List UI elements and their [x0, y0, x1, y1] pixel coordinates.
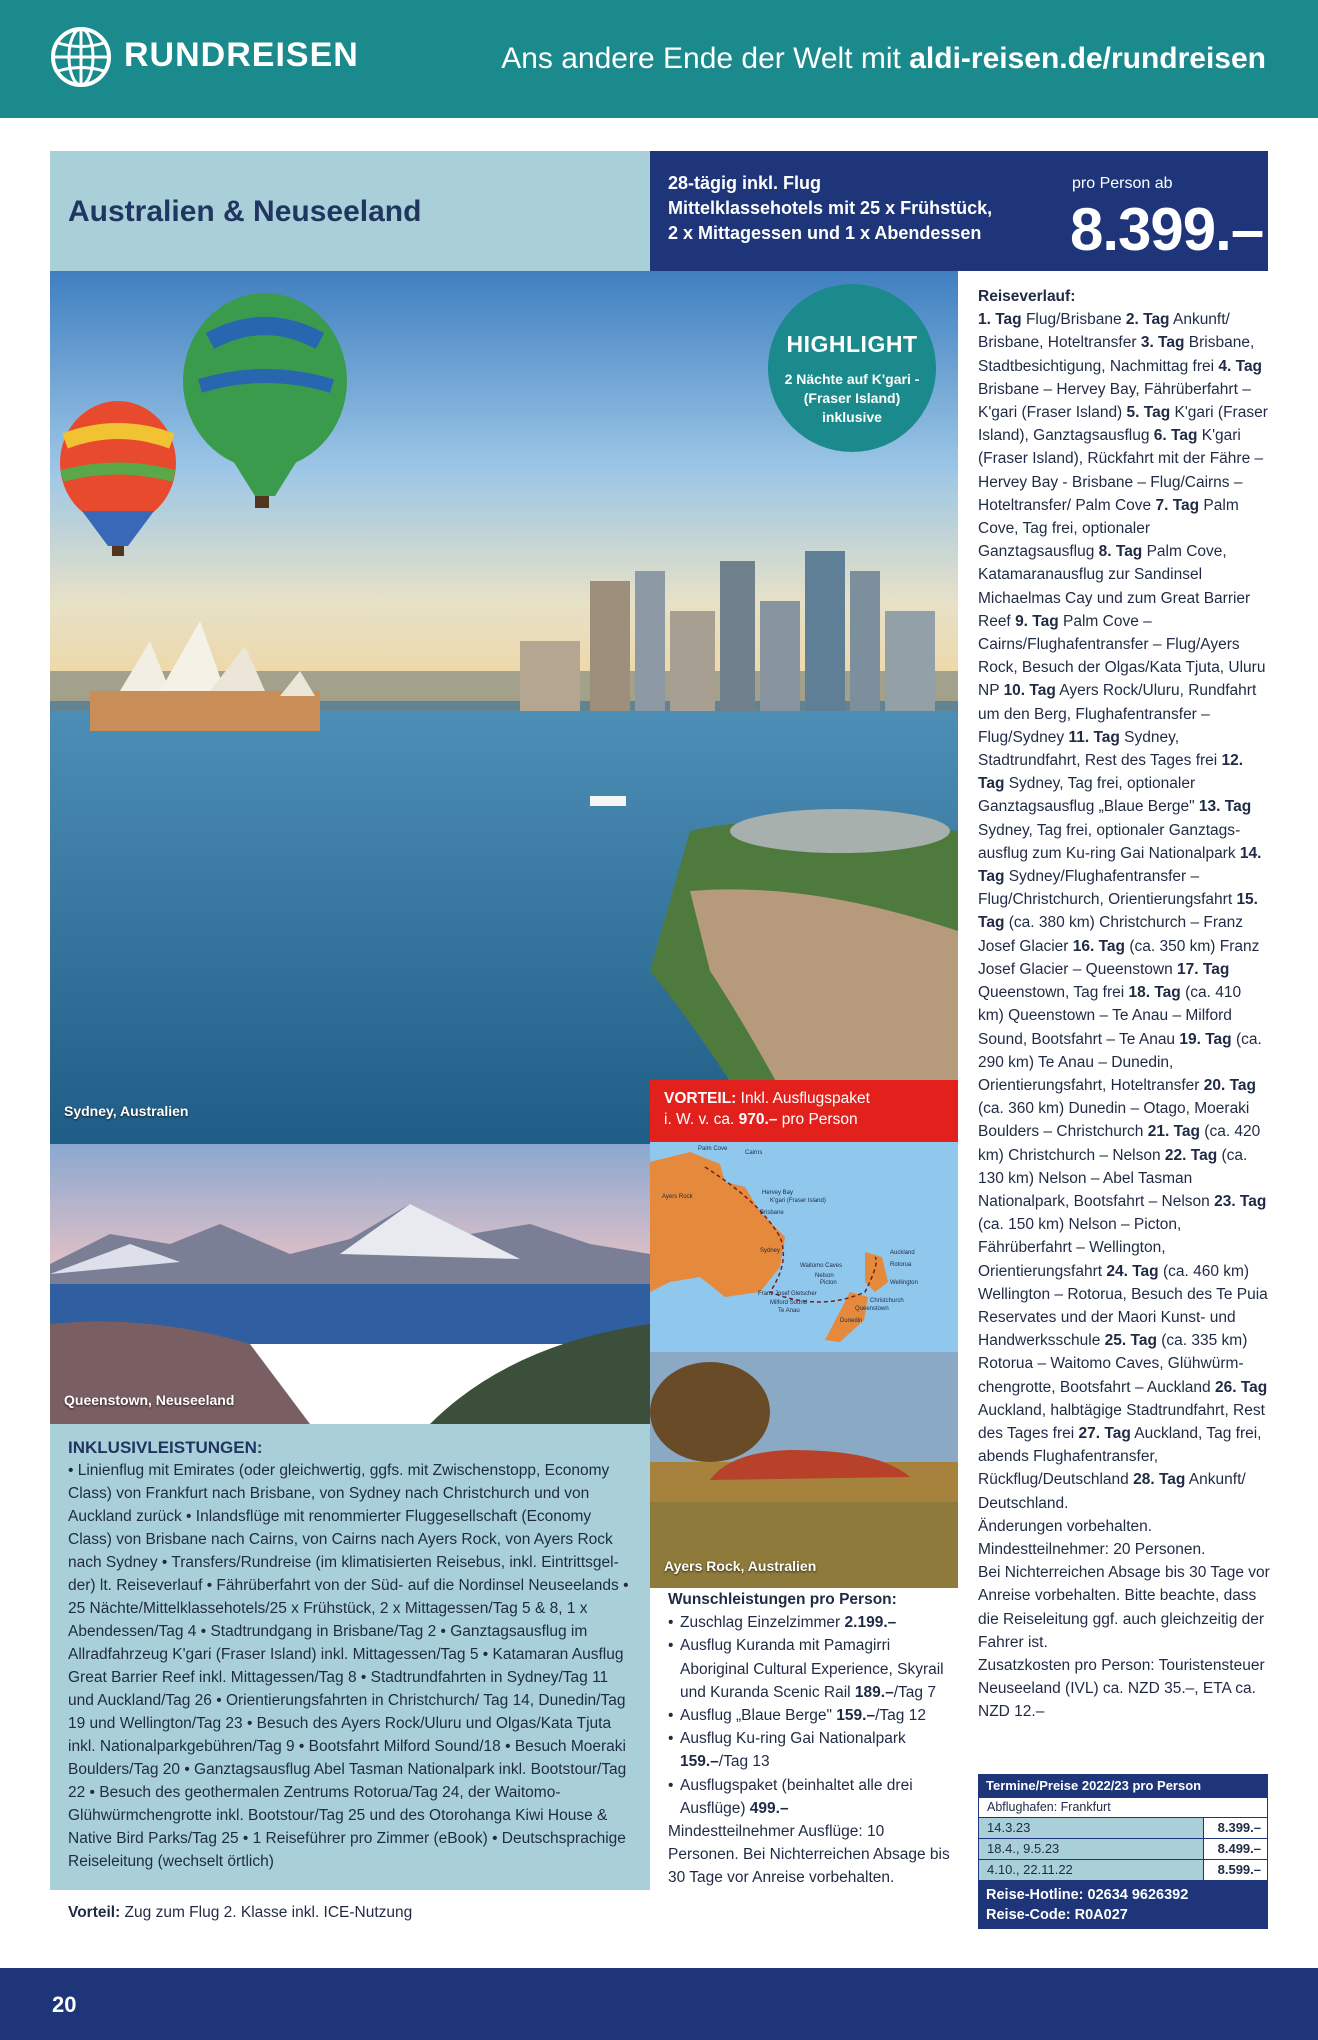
price-row — [978, 1818, 1268, 1839]
optional-item: • Zuschlag Einzelzimmer 2.199.– — [668, 1611, 958, 1634]
itinerary-day-text: (ca. 290 km) Te Anau – Dunedin, Orientierungsfahrt, Hoteltransfer — [978, 1030, 1262, 1094]
included-text: • Linienflug mit Emirates (oder gleichwertig, ggfs. mit Zwischenstopp, Economy Class) von Frankfurt nach Brisbane, von Sydney nach Christchurch und von Auckland zurück • Inlandsflüge mit renommierter Fluggesellschaft (Economy Class) von Brisbane nach Cairns, von Cairns nach Ayers Rock, von Ayers Rock nach Sydney • Transfers/Rundreise (im klimatisierten Reisebus, inkl. Eintrittsgelder) lt. Reiseverlauf • Fährüberfahrt von der Süd- auf die Nordinsel Neuseelands • 25 Nächte/Mittelklassehotels/25 x Frühstück, 2 x Mittagessen/Tag 5 & 8, 1 x Abendessen/Tag 4 • Stadtrundgang in Brisbane/Tag 2 • Ganztagsausflug im Allradfahrzeug K'gari (Fraser Island) inkl. Mittagessen/Tag 5 • Katamaran Ausflug Great Barrier Reef inkl. Mittagessen/Tag 8 • Stadtrundfahrten in Sydney/Tag 11 und Auckland/Tag 26 • Orientierungsfahrten in Christchurch/ Tag 14, Dunedin/Tag 19 und Wellington/Tag 23 • Besuch des Ayers Rock/Uluru und Olgas/Kata Tjuta inkl. Nationalparkgebühren/Tag 9 • Bootsfahrt Milford Sound/18 • Besuch Moeraki Boulders/Tag 20 • Ganztagsausflug Abel Tasman Nationalpark inkl. Bootstour/Tag 22 • Besuch des geothermalen Zentrums Rotorua/Tag 24, der Waitomo-Glühwürmchengrotte inkl. Bootstour/Tag 25 und des Otorohanga Kiwi House & Native Bird Parks/Tag 25 • 1 Reiseführer pro Zimmer (eBook) • Deutschsprachige Reiseleitung (wechselt örtlich) — [68, 1462, 629, 1870]
itinerary-day-text: Ayers Rock/Uluru, Rundfahrt um den Berg, Flughafentransfer – Flug/Sydney — [978, 682, 1257, 746]
optional-item: • Ausflug Kuranda mit Pamagirri Aboriginal Cultural Experience, Skyrail und Kuranda Scenic Rail 189.–/Tag 7 — [668, 1634, 958, 1704]
itinerary-day-text: (ca. 410 km) Queenstown – Te Anau – Milford Sound, Bootsfahrt – Te Anau — [978, 984, 1242, 1048]
itinerary-day-text: Auckland, Tag frei, abends Flughafentransfer, Rückflug/Deutschland — [978, 1424, 1262, 1489]
map-label: Waitomo Caves — [800, 1263, 843, 1269]
highlight-text: 2 Nächte auf K'gari - (Fraser Island) inklusive — [784, 371, 920, 425]
itinerary-day-label: 17. Tag — [1177, 960, 1230, 978]
vorteil-banner: VORTEIL: Inkl. Ausflugspaket i. W. v. ca. 970.– pro Person — [650, 1080, 958, 1142]
map-label: Picton — [820, 1280, 837, 1286]
highlight-title: HIGHLIGHT — [786, 331, 918, 357]
included-title: INKLUSIVLEISTUNGEN: — [68, 1438, 263, 1457]
page-number: 20 — [52, 1992, 77, 2017]
itinerary-day-label: 15. Tag — [978, 891, 1258, 932]
map-label: Auckland — [890, 1250, 915, 1256]
itinerary-day-text: Auckland, halbtägige Stadtrundfahrt, Rest des Tages frei — [978, 1401, 1265, 1442]
itinerary-day-text: Palm Cove, Tag frei, optionaler Ganztagsausflug — [978, 496, 1239, 561]
queenstown-lake-image — [50, 1144, 650, 1424]
trip-info-line: Mittelklassehotels mit 25 x Frühstück, — [668, 198, 993, 218]
price-label: pro Person ab — [1072, 175, 1173, 192]
itinerary-day-label: 8. Tag — [1098, 543, 1143, 561]
itinerary-day-label: 10. Tag — [1003, 682, 1056, 700]
photo-caption: Sydney, Australien — [64, 1103, 189, 1119]
itinerary-day-text: K'gari (Fraser Island), Rückfahrt mit der Fähre – Hervey Bay - Brisbane – Flug/Cairns – Hoteltransfer/ Palm Cove — [978, 427, 1264, 514]
map-label: Queenstown — [855, 1306, 889, 1312]
price-row — [978, 1839, 1268, 1860]
itinerary-day-text: (ca. 360 km) Dunedin – Otago, Moeraki Boulders – Christchurch — [978, 1100, 1250, 1141]
itinerary-day-text: (ca. 335 km) Rotorua – Waitomo Caves, Glühwürmchengrotte, Bootsfahrt – Auckland — [978, 1332, 1248, 1396]
optional-item: • Ausflug „Blaue Berge" 159.–/Tag 12 — [668, 1704, 958, 1727]
itinerary-day-label: 1. Tag — [978, 311, 1022, 329]
map-label: Franz Josef Gletscher — [758, 1291, 817, 1297]
itinerary-day-label: 28. Tag — [1133, 1471, 1186, 1489]
departure-airport: Abflughafen: Frankfurt — [978, 1798, 1268, 1818]
map-label: Christchurch — [870, 1298, 904, 1304]
itinerary-day-text: Sydney, Tag frei, optionaler Ganztagsausflug „Blaue Berge" — [978, 775, 1199, 816]
route-map — [650, 1142, 958, 1352]
price-value: 8.399.– — [1070, 196, 1264, 263]
itinerary-day-text: (ca. 150 km) Nelson – Picton, Fährüberfahrt – Wellington, Orientierungsfahrt — [978, 1216, 1182, 1280]
optional-item-price: 2.199.– — [844, 1614, 897, 1632]
map-label: Hervey Bay — [762, 1190, 794, 1196]
price-row-price: 8.599.– — [1203, 1860, 1267, 1880]
ayers-rock-photo — [650, 1352, 958, 1588]
photo-caption: Queenstown, Neuseeland — [64, 1392, 235, 1408]
itinerary-day-text: Sydney/Flughafentransfer – Flug/Christchurch, Orientierungsfahrt — [978, 868, 1237, 909]
page-footer — [0, 1968, 1318, 2040]
title-bar — [50, 151, 650, 271]
optional-note: Mindestteilnehmer Ausflüge: 10 Personen. Bei Nichterreichen Absage bis 30 Tage vor Anreise vorbehalten. — [668, 1823, 950, 1887]
map-label: Nelson — [815, 1273, 834, 1279]
page-header — [0, 0, 1318, 118]
itinerary-day-label: 25. Tag — [1104, 1332, 1157, 1350]
optional-item-price: 159.– — [680, 1753, 719, 1771]
itinerary-note: Änderungen vorbehalten. — [978, 1517, 1153, 1535]
optional-list — [668, 1611, 958, 1820]
price-row — [978, 1860, 1268, 1881]
itinerary-day-text: Brisbane, Stadtbesichtigung, Nachmittag frei — [978, 334, 1255, 375]
price-row-price: 8.499.– — [1203, 1839, 1267, 1859]
header-tagline: Ans andere Ende der Welt mit aldi-reisen.de/rundreisen — [501, 42, 1266, 75]
itinerary-day-label: 5. Tag — [1126, 404, 1171, 422]
price-table — [978, 1774, 1268, 1929]
optional-item-price: 159.– — [836, 1707, 876, 1725]
website-link[interactable]: aldi-reisen.de/rundreisen — [909, 42, 1266, 75]
itinerary-day-label: 22. Tag — [1164, 1146, 1218, 1164]
map-label: Te Anau — [778, 1308, 800, 1314]
itinerary-day-text: Brisbane – Hervey Bay, Fährüberfahrt – K'gari (Fraser Island) — [978, 380, 1251, 422]
vorteil-note: Vorteil: Zug zum Flug 2. Klasse inkl. ICE-Nutzung — [68, 1904, 413, 1921]
brand-name: RUNDREISEN — [124, 36, 359, 74]
optional-item-price: 499.– — [749, 1799, 789, 1817]
map-label: Ayers Rock — [662, 1194, 693, 1200]
price-row-dates: 18.4., 9.5.23 — [979, 1839, 1203, 1859]
map-label: Palm Cove — [698, 1146, 728, 1152]
optional-item: • Ausflugspaket (beinhaltet alle drei Ausflüge) 499.– — [668, 1774, 958, 1820]
trip-info-line: 28-tägig inkl. Flug — [668, 173, 822, 193]
itinerary-day-label: 16. Tag — [1072, 937, 1126, 955]
itinerary-day-text: Queenstown, Tag frei — [978, 984, 1129, 1002]
itinerary-note: Bei Nichterreichen Absage bis 30 Tage vor Anreise vorbehalten. Bitte beachte, dass die Reiseleitung ggf. auch gleichzeitig der Fahrer ist. — [978, 1564, 1270, 1651]
itinerary-day-label: 18. Tag — [1128, 984, 1181, 1002]
itinerary-day-label: 6. Tag — [1153, 427, 1198, 445]
price-row-dates: 14.3.23 — [979, 1818, 1203, 1838]
itinerary-day-label: 7. Tag — [1155, 496, 1200, 514]
itinerary-day-label: 23. Tag — [1214, 1192, 1267, 1210]
map-label: Sydney — [760, 1248, 781, 1254]
optional-item-price: 189.– — [854, 1683, 894, 1701]
itinerary-day-label: 20. Tag — [1203, 1076, 1256, 1094]
optional-title: Wunschleistungen pro Person: — [668, 1591, 897, 1608]
travel-code: Reise-Code: R0A027 — [986, 1907, 1128, 1923]
itinerary-day-text: (ca. 420 km) Christchurch – Nelson — [978, 1123, 1261, 1164]
itinerary-day-text: K'gari (Fraser Island), Ganztagsausflug — [978, 404, 1268, 445]
itinerary-note: Mindestteilnehmer: 20 Personen. — [978, 1540, 1206, 1558]
map-label: K'gari (Fraser Island) — [770, 1198, 826, 1204]
trip-info-line: 2 x Mittagessen und 1 x Abendessen — [668, 223, 982, 243]
itinerary-day-text: (ca. 130 km) Nelson – Abel Tasman Nationalpark, Bootsfahrt – Nelson — [978, 1146, 1248, 1210]
itinerary-day-text: (ca. 460 km) Wellington – Rotorua, Besuch des Te Puia Reservates und der Maori Kunst- und Handwerksschule — [978, 1262, 1268, 1350]
itinerary-day-text: (ca. 380 km) Christchurch – Franz Josef Glacier — [978, 914, 1244, 955]
itinerary-day-label: 26. Tag — [1214, 1378, 1268, 1396]
itinerary — [978, 285, 1270, 1724]
itinerary-title: Reiseverlauf: — [978, 288, 1076, 305]
itinerary-day-text: Sydney, Stadtrundfahrt, Rest des Tages frei — [978, 728, 1222, 770]
globe-icon — [50, 26, 112, 88]
included-services — [50, 1424, 650, 1890]
map-label: Cairns — [745, 1150, 763, 1156]
itinerary-day-text: Flug/Brisbane — [1021, 311, 1126, 329]
highlight-badge — [768, 284, 936, 452]
itinerary-day-label: 19. Tag — [1179, 1030, 1232, 1048]
itinerary-day-label: 4. Tag — [1218, 357, 1263, 375]
itinerary-day-label: 3. Tag — [1140, 334, 1185, 352]
itinerary-day-text: Ankunft/ Brisbane, Hoteltransfer — [978, 311, 1230, 352]
itinerary-notes — [978, 1515, 1270, 1724]
itinerary-day-text: Ankunft/ Deutschland. — [978, 1471, 1246, 1512]
itinerary-day-label: 13. Tag — [1198, 798, 1252, 816]
booking-info — [978, 1881, 1268, 1929]
itinerary-day-label: 24. Tag — [1106, 1262, 1159, 1280]
itinerary-note: Zusatzkosten pro Person: Touristensteuer Neuseeland (IVL) ca. NZD 35.–, ETA ca. NZD 12.– — [978, 1656, 1265, 1721]
itinerary-day-text: Sydney, Tag frei, optionaler Ganztagsausflug zum Ku-ring Gai Nationalpark — [978, 821, 1241, 862]
hotline[interactable]: Reise-Hotline: 02634 9626392 — [986, 1887, 1189, 1903]
optional-item: • Ausflug Ku-ring Gai Nationalpark 159.–/Tag 13 — [668, 1727, 958, 1773]
price-row-dates: 4.10., 22.11.22 — [979, 1860, 1203, 1880]
itinerary-day-label: 27. Tag — [1078, 1424, 1131, 1442]
map-label: Milford Sound — [770, 1300, 808, 1306]
itinerary-day-label: 11. Tag — [1068, 728, 1120, 746]
ayers-rock-image — [650, 1352, 958, 1588]
itinerary-days — [978, 311, 1268, 1511]
price-table-title: Termine/Preise 2022/23 pro Person — [978, 1774, 1268, 1798]
itinerary-day-label: 12. Tag — [978, 752, 1244, 793]
itinerary-day-text: Palm Cove – Cairns/Flughafentransfer – Flug/Ayers Rock, Besuch der Olgas/Kata Tjuta, Uluru NP — [978, 612, 1266, 700]
price-box — [650, 151, 1268, 271]
trip-title: Australien & Neuseeland — [68, 195, 422, 228]
map-label: Wellington — [890, 1280, 918, 1286]
itinerary-day-text: (ca. 350 km) Franz Josef Glacier – Queenstown — [978, 937, 1260, 978]
optional-services — [668, 1588, 958, 1890]
route-map-image — [650, 1142, 958, 1352]
itinerary-day-label: 14. Tag — [978, 844, 1262, 886]
map-label: Dunedin — [840, 1318, 863, 1324]
map-label: Brisbane — [760, 1210, 784, 1216]
itinerary-day-label: 21. Tag — [1147, 1123, 1200, 1141]
itinerary-day-text: Palm Cove, Katamaranausflug zur Sandinsel Michaelmas Cay und zum Great Barrier Reef — [978, 543, 1251, 630]
queenstown-photo — [50, 1144, 650, 1424]
map-label: Rotorua — [890, 1262, 912, 1268]
itinerary-day-label: 9. Tag — [1015, 612, 1059, 630]
photo-caption: Ayers Rock, Australien — [664, 1558, 817, 1574]
itinerary-day-label: 2. Tag — [1125, 311, 1170, 329]
price-row-price: 8.399.– — [1203, 1818, 1267, 1838]
